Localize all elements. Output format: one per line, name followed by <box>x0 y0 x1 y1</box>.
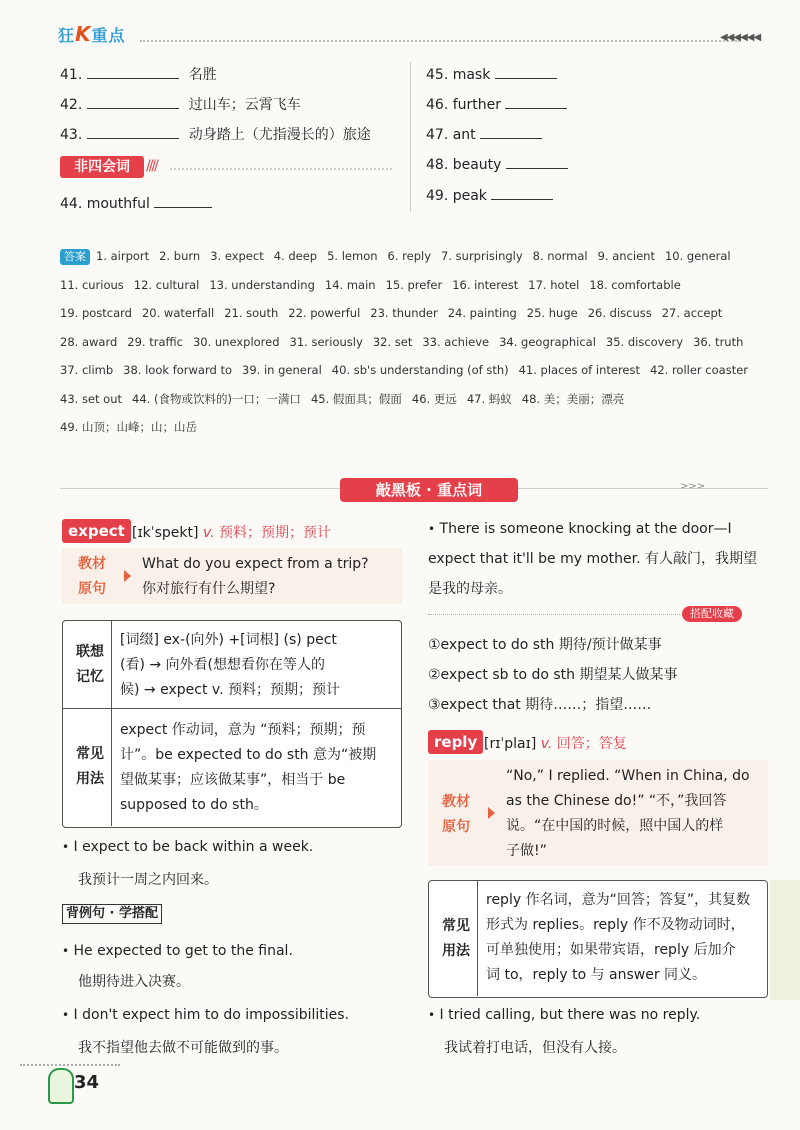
answer-key <box>60 242 760 442</box>
phonetic-line: [ɪkˈspekt] v. 预料；预期；预计 <box>132 525 331 541</box>
textbook-sentence: What do you expect from a trip? 你对旅行有什么期望? <box>142 556 369 597</box>
usage-text: expect 作动词，意为 “预料；预期；预 计”。be expected to do sth 意为“被期 望做某事；应该做某事”，相当于 be supposed to do sth。 <box>120 722 377 813</box>
answer-line: 11. curious 12. cultural 13. understanding 14. main 15. prefer 16. interest 17. hotel 18. comfortable <box>60 277 681 292</box>
section-heading: 非四会词 <box>60 156 144 178</box>
memory-label: 联想 记忆 <box>76 644 104 685</box>
header-rule <box>140 40 740 42</box>
answer-line: 37. climb 38. look forward to 39. in general 40. sb's understanding (of sth) 41. places of interest 42. roller coaster <box>60 363 749 377</box>
box-vdivider <box>477 881 478 996</box>
collocation-tag: 搭配收藏 <box>682 606 742 622</box>
brand-logo: 狂K重点 <box>58 22 126 46</box>
word-tag-expect: expect <box>62 519 131 543</box>
example-cn: 我试着打电话，但没有人接。 <box>444 1040 626 1056</box>
pointer-icon <box>488 807 495 819</box>
word-tag-reply: reply <box>428 730 483 754</box>
usage-label: 常见 用法 <box>76 746 104 787</box>
phrase-list: ①expect to do sth 期待/预计做某事 ②expect sb to do sth 期望某人做某事 ③expect that 期待……；指望…… <box>428 637 678 713</box>
usage-text: reply 作名词，意为“回答；答复”，其复数 形式为 replies。reply 作不及物动词时， 可单独使用；如果带宾语，reply 后加介 词 to，reply to 与 answer 同义。 <box>486 892 751 983</box>
vocab-item: 48. beauty <box>426 154 568 173</box>
column-divider <box>410 62 411 212</box>
answer-line: 49. 山顶；山峰；山；山岳 <box>60 420 197 434</box>
decorative-stripe <box>770 880 800 1000</box>
sub-heading: 背例句 · 学搭配 <box>62 904 162 924</box>
answer-line: 28. award 29. traffic 30. unexplored 31. seriously 32. set 33. achieve 34. geographical 35. discovery 36. truth <box>60 334 744 349</box>
banner-arrow-icon: >>> <box>680 481 706 492</box>
textbook-label: 教材 原句 <box>442 794 470 835</box>
vocab-item: 41. 名胜 <box>60 64 217 84</box>
vocab-item: 49. peak <box>426 185 553 204</box>
answer-line: 19. postcard 20. waterfall 21. south 22. powerful 23. thunder 24. painting 25. huge 26. discuss 27. accept <box>60 306 723 320</box>
phonetic-line: [rɪˈplaɪ] v. 回答；答复 <box>484 736 627 752</box>
dotted-rule <box>428 614 680 615</box>
answer-line: 答案 1. airport 2. burn 3. expect 4. deep 5. lemon 6. reply 7. surprisingly 8. normal 9. ancient 10. general <box>60 242 760 271</box>
stripe-icon: //// <box>146 158 157 174</box>
header-arrows: ◀◀◀◀◀◀ <box>720 32 761 43</box>
box-divider <box>62 708 402 709</box>
example-cn: 他期待进入决赛。 <box>78 974 190 990</box>
vocab-item: 44. mouthful <box>60 193 212 212</box>
example-en: • I don't expect him to do impossibilities. <box>62 1007 350 1023</box>
pointer-icon <box>124 570 131 582</box>
example-en: • He expected to get to the final. <box>62 943 293 959</box>
textbook-label: 教材 原句 <box>78 556 106 597</box>
vocab-item: 46. further <box>426 94 567 113</box>
example-en: • I expect to be back within a week. <box>62 839 314 855</box>
example-en: • I tried calling, but there was no reply. <box>428 1007 701 1023</box>
usage-label: 常见 用法 <box>442 918 470 959</box>
answer-line: 43. set out 44. (食物或饮料的)一口；一满口 45. 假面具；假面 46. 更远 47. 蚂蚁 48. 美；美丽；漂亮 <box>60 391 625 406</box>
section-rule <box>170 168 392 170</box>
box-vdivider <box>111 621 112 826</box>
example-en: • There is someone knocking at the door—I expect that it'll be my mother. 有人敲门，我期望是我的母亲。 <box>428 521 758 597</box>
vocab-item: 43. 动身踏上（尤指漫长的）旅途 <box>60 124 371 144</box>
textbook-sentence: “No,” I replied. “When in China, do as the Chinese do!” “不，”我回答 说。“在中国的时候，照中国人的样 子做!” <box>506 768 750 859</box>
page-number: 34 <box>74 1072 100 1093</box>
footer-rule <box>20 1064 120 1066</box>
balloon-icon <box>48 1068 74 1104</box>
vocab-item: 42. 过山车；云霄飞车 <box>60 94 301 114</box>
memory-text: [词缀] ex-(向外) +[词根] (s) pect (看) → 向外看(想想看你在等人的 候) → expect v. 预料；预期；预计 <box>120 632 340 698</box>
example-cn: 我预计一周之内回来。 <box>78 872 218 888</box>
example-cn: 我不指望他去做不可能做到的事。 <box>78 1040 288 1056</box>
vocab-item: 45. mask <box>426 64 557 83</box>
vocab-item: 47. ant <box>426 124 542 143</box>
answer-tag: 答案 <box>60 249 90 265</box>
banner-title: 敲黑板 · 重点词 <box>340 478 518 502</box>
